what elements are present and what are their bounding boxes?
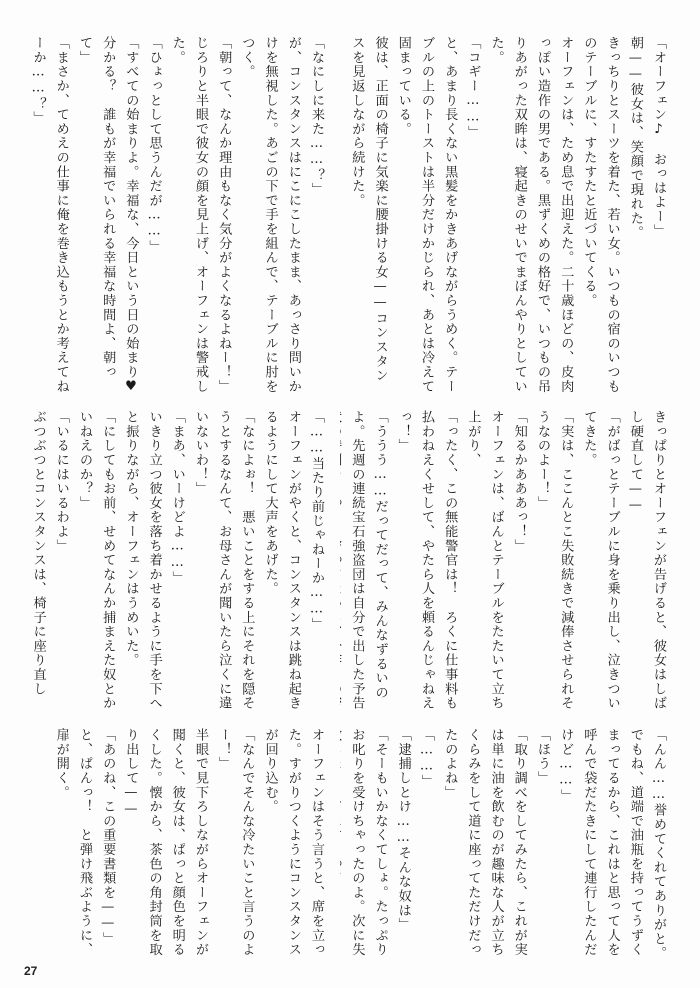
text-line: オーフェンがやくと、コンスタンスは跳ね起きるようにして大声をあげた。	[262, 410, 301, 711]
text-block	[340, 728, 670, 963]
text-line: 「……当たり前じゃねーか……」	[309, 410, 324, 632]
text-line: 「……」	[418, 728, 434, 789]
text-line: 「そーもいかなくてしょ。たっぷりお叱りを受けちゃったのよ。次に失	[349, 728, 388, 957]
text-line: 「逮捕しとけ……そんな奴は」	[395, 728, 411, 932]
text-column-bottom-left	[24, 728, 328, 963]
text-line: 半眼で見下ろしながらオーフェンが聞くと、彼女は、ぱっと顔色を明るくした。懐から、茶色の角封筒を取り出して——	[123, 728, 208, 957]
text-block	[24, 36, 328, 396]
text-line: きっちりとスーツを着た、若い女。いつもの宿のいつものテーブルに、すたすたと近づいてくる。	[581, 36, 620, 394]
text-line: いきり立つ彼女を落ち着かせるように手を下へと振りながら、オーフェンはうめいた。	[123, 410, 162, 711]
text-line: きっぱりとオーフェンが告げると、彼女はしばし硬直して——	[627, 410, 666, 711]
text-line: と、あまり長くない黒髪をかきあげながらうめく。テーブルの上のトーストは半分だけかじられ、あとは冷えて固まっている。	[395, 36, 458, 394]
text-line: 「いるにはいるわよ」	[53, 410, 69, 553]
text-block	[24, 410, 328, 720]
text-line: じろりと半眼で彼女の顔を見上げ、オーフェンは警戒した。	[169, 36, 208, 394]
text-line: 「がばっとテーブルに身を乗り出し、泣きついてきた。	[581, 410, 620, 711]
text-line: 「オーフェン♪ おっはよー」	[651, 36, 666, 238]
text-line: が、コンスタンスはにこにこしたまま、あっさり問いかけを無視した。あごの下で手を組んで、テーブルに肘をつく。	[239, 36, 301, 394]
text-line: 「なにしに来た……？」	[309, 36, 324, 197]
text-line: オーフェンは、ばんとテーブルをたたいて立ち上がり、	[465, 410, 504, 711]
text-line: オーフェンはそう言うと、席を立った。すがりつくようにコンスタンスが回り込む。	[262, 728, 324, 957]
text-line: 「にしてもお前、せめてなんか捕まえた奴とかいねえのか？」	[76, 410, 116, 711]
text-line: 「取り調べをしてみたら、これが実は単に油を飲むのが趣味な人が立ちくらみをして道に座ってただけだったのよね」	[442, 728, 527, 957]
text-block	[340, 410, 670, 720]
page-number: 27	[24, 964, 38, 978]
text-column-middle-left	[24, 410, 328, 720]
text-line: 「ほう」	[534, 728, 550, 786]
text-line: 「まあ、いーけどよ……」	[169, 410, 185, 586]
text-column-middle-right	[340, 410, 670, 720]
text-line: 「んん……誉めてくれてありがと。でもね、道端で油瓶を持ってうずくまってるから、これはと思って人を呼んで袋だたきにして連行したんだけど……」	[558, 728, 666, 961]
text-line: 「朝って、なんか理由もなく気分がよくなるよねー！」	[216, 36, 232, 394]
text-column-top-right	[340, 36, 670, 396]
text-block	[50, 728, 328, 963]
text-line: 「なによぉ！ 悪いことをする上にそれを隠そうとするなんて、お母さんが聞いたら泣くに違いないわ！」	[192, 410, 255, 711]
text-block	[345, 36, 670, 396]
text-line: 「すべての始まりよ。幸福な、今日という日の始まり♥ 分かる？ 誰もが幸福でいられる幸福な時間よ、朝って」	[76, 36, 139, 396]
text-line: ぶつぶつとコンスタンスは、椅子に座り直し	[30, 410, 46, 696]
text-line: 彼は、正面の椅子に気楽に腰掛ける女——コンスタンスを見返しながら続けた。	[349, 36, 388, 383]
text-line: と、ぱんっ！ と弾け飛ぶように、扉が開く。	[53, 728, 92, 957]
text-line: 「ひょっとして思うんだが……」	[146, 36, 162, 255]
text-line: 「知るかあああっ！」	[511, 410, 527, 553]
text-line: 「ううう……だってだって、みんなずるいのよ。先週の連続宝石強盗団は自分で出した予告	[349, 410, 388, 711]
text-line: 「まさか、てめえの仕事に俺を巻き込もうとか考えてねーか……？」	[30, 36, 69, 394]
text-column-top-left	[24, 36, 328, 396]
text-column-bottom-right	[340, 728, 670, 963]
text-line: 「コギー……」	[465, 36, 481, 140]
text-line: オーフェンは、ため息で出迎えた。二十歳ほどの、皮肉っぽい造作の男である。黒ずくめの格好で、いつもの吊りあがった双眸は、寝起きのせいでまぼんやりとしていた。	[488, 36, 574, 394]
text-line: 「あのね、この重要書類を——」	[100, 728, 116, 947]
text-line: 「ったく、この無能警官は！ ろくに仕事料も払わねえくせして、やたら人を頼るんじゃねえっ！」	[395, 410, 458, 711]
text-line: 朝——彼女は、笑顔で現れた。	[627, 36, 643, 240]
text-line: 「実は、ここんとこ失敗続きで減俸させられそうなのよー！」	[534, 410, 574, 711]
text-line: 「なんでそんな冷たいこと言うのよー！」	[216, 728, 255, 957]
